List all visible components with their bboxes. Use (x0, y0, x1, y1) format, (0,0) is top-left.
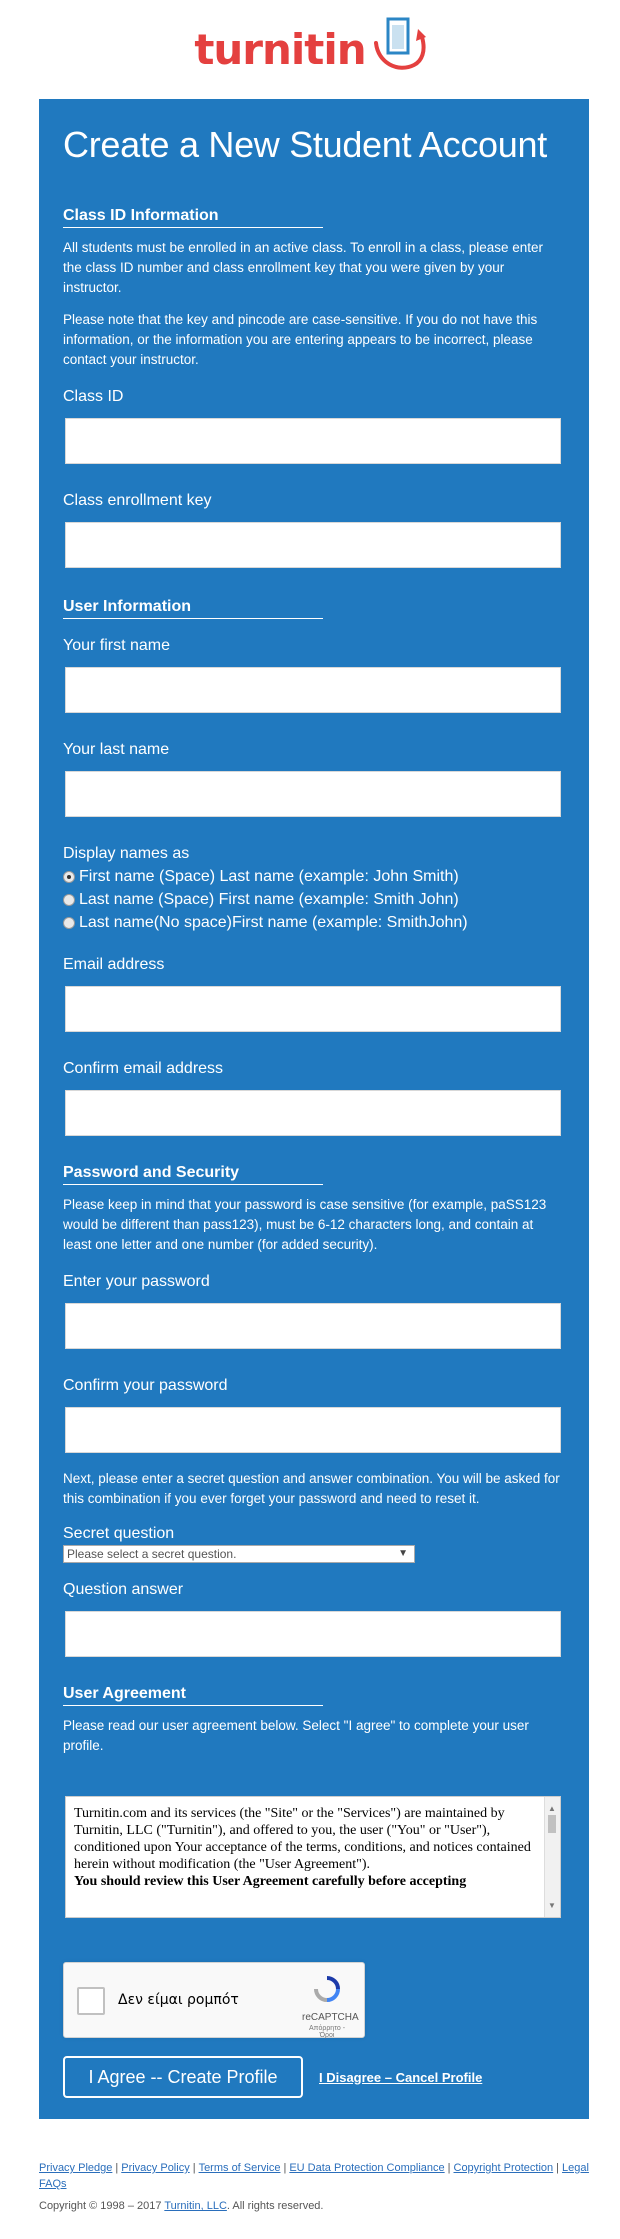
class-section-heading: Class ID Information (63, 207, 323, 228)
form-actions (63, 2056, 563, 2098)
secret-question-select[interactable] (63, 1545, 415, 1563)
footer-link-eu-data[interactable]: EU Data Protection Compliance (289, 2162, 445, 2174)
answer-input[interactable] (65, 1611, 561, 1657)
agree-create-profile-button[interactable]: I Agree -- Create Profile (63, 2056, 303, 2098)
password-rules-text: Please keep in mind that your password is case sensitive (for example, paSS123 would be different than pass123), must be 6-12 characters long, and contain at least one letter and one number (for added security). (63, 1197, 547, 1252)
signup-panel (39, 99, 589, 2119)
footer-link-legal-faqs[interactable]: Legal FAQs (39, 2162, 589, 2190)
secret-question-value: Please select a secret question. (67, 1547, 237, 1561)
recaptcha-links[interactable]: Απόρρητο - Όροι (308, 2025, 346, 2039)
enrollment-key-label: Class enrollment key (63, 492, 212, 509)
footer-link-terms[interactable]: Terms of Service (198, 2162, 281, 2174)
radio-icon[interactable] (63, 894, 75, 906)
radio-icon[interactable] (63, 917, 75, 929)
display-names-label: Display names as (63, 845, 190, 862)
first-name-label: Your first name (63, 637, 171, 654)
copyright-suffix: . All rights reserved. (226, 2200, 324, 2212)
footer (39, 2160, 589, 2214)
display-option-first-last[interactable] (63, 865, 563, 888)
scroll-down-icon[interactable]: ▼ (548, 1901, 556, 1910)
user-agreement-box[interactable] (65, 1796, 561, 1918)
logo-text: turnitin (194, 24, 366, 74)
display-option-label: Last name (Space) First name (example: Smith John) (79, 890, 459, 908)
footer-link-company[interactable]: Turnitin, LLC (164, 2200, 227, 2212)
confirm-password-label: Confirm your password (63, 1377, 228, 1394)
agreement-scrollbar[interactable] (544, 1797, 560, 1917)
chevron-down-icon: ▼ (398, 1548, 408, 1559)
password-input[interactable] (65, 1303, 561, 1349)
copyright-line (39, 2198, 589, 2214)
email-label: Email address (63, 956, 165, 973)
last-name-label: Your last name (63, 741, 170, 758)
display-option-label: Last name(No space)First name (example: SmithJohn) (79, 913, 468, 931)
email-input[interactable] (65, 986, 561, 1032)
footer-link-privacy-policy[interactable]: Privacy Policy (121, 2162, 190, 2174)
turnitin-logo[interactable] (0, 14, 620, 84)
class-id-input[interactable] (65, 418, 561, 464)
last-name-input[interactable] (65, 771, 561, 817)
class-intro-text: All students must be enrolled in an active class. To enroll in a class, please enter the class ID number and class enrollment key that you were given by your instructor. (63, 240, 544, 295)
agreement-bold-text: You should review this User Agreement carefully before accepting (74, 1874, 467, 1889)
scroll-up-icon[interactable]: ▲ (548, 1804, 556, 1813)
captcha-checkbox[interactable] (77, 1987, 105, 2015)
confirm-email-input[interactable] (65, 1090, 561, 1136)
display-option-label: First name (Space) Last name (example: John Smith) (79, 867, 459, 885)
captcha-label: Δεν είμαι ρομπότ (118, 1992, 239, 2008)
recaptcha-icon (313, 1975, 341, 2003)
page-title: Create a New Student Account (63, 124, 547, 165)
recaptcha-brand-name: reCAPTCHA (302, 2012, 359, 2023)
display-option-nospace[interactable] (63, 911, 563, 934)
class-id-label: Class ID (63, 388, 124, 405)
confirm-email-label: Confirm email address (63, 1060, 224, 1077)
password-label: Enter your password (63, 1273, 210, 1290)
agreement-text: Turnitin.com and its services (the "Site" or the "Services") are maintained by Turnitin, LLC ("Turnitin"), and offered to you, the user ("You" or "User"), conditioned upon Your acceptance of the terms, conditions, and notices contained herein without modification (the "User Agreement"). (74, 1806, 531, 1872)
footer-links: Privacy Pledge | Privacy Policy | Terms of Service | EU Data Protection Compliance | Copyright Protection | Legal FAQs (39, 2162, 589, 2190)
recaptcha-widget (63, 1962, 365, 2038)
security-section-heading: Password and Security (63, 1164, 323, 1185)
agreement-section-heading: User Agreement (63, 1685, 323, 1706)
display-option-last-first[interactable] (63, 888, 563, 911)
footer-link-copyright[interactable]: Copyright Protection (453, 2162, 554, 2174)
footer-link-privacy-pledge[interactable]: Privacy Pledge (39, 2162, 113, 2174)
class-note-text: Please note that the key and pincode are case-sensitive. If you do not have this information, or the information you are entering appears to be incorrect, please contact your instructor. (63, 312, 538, 367)
secret-intro-text: Next, please enter a secret question and answer combination. You will be asked for this combination if you ever forget your password and need to reset it. (63, 1471, 560, 1506)
radio-selected-icon[interactable] (63, 871, 75, 883)
copyright-prefix: Copyright © 1998 – 2017 (39, 2200, 162, 2212)
disagree-cancel-link[interactable]: I Disagree – Cancel Profile (319, 2069, 483, 2085)
confirm-password-input[interactable] (65, 1407, 561, 1453)
scroll-thumb[interactable] (548, 1815, 556, 1833)
recaptcha-brand (302, 1975, 359, 2039)
turnitin-logo-icon (368, 15, 426, 77)
agreement-intro-text: Please read our user agreement below. Select "I agree" to complete your user profile. (63, 1718, 529, 1753)
first-name-input[interactable] (65, 667, 561, 713)
answer-label: Question answer (63, 1581, 184, 1598)
secret-question-label: Secret question (63, 1525, 175, 1542)
enrollment-key-input[interactable] (65, 522, 561, 568)
user-section-heading: User Information (63, 598, 323, 619)
